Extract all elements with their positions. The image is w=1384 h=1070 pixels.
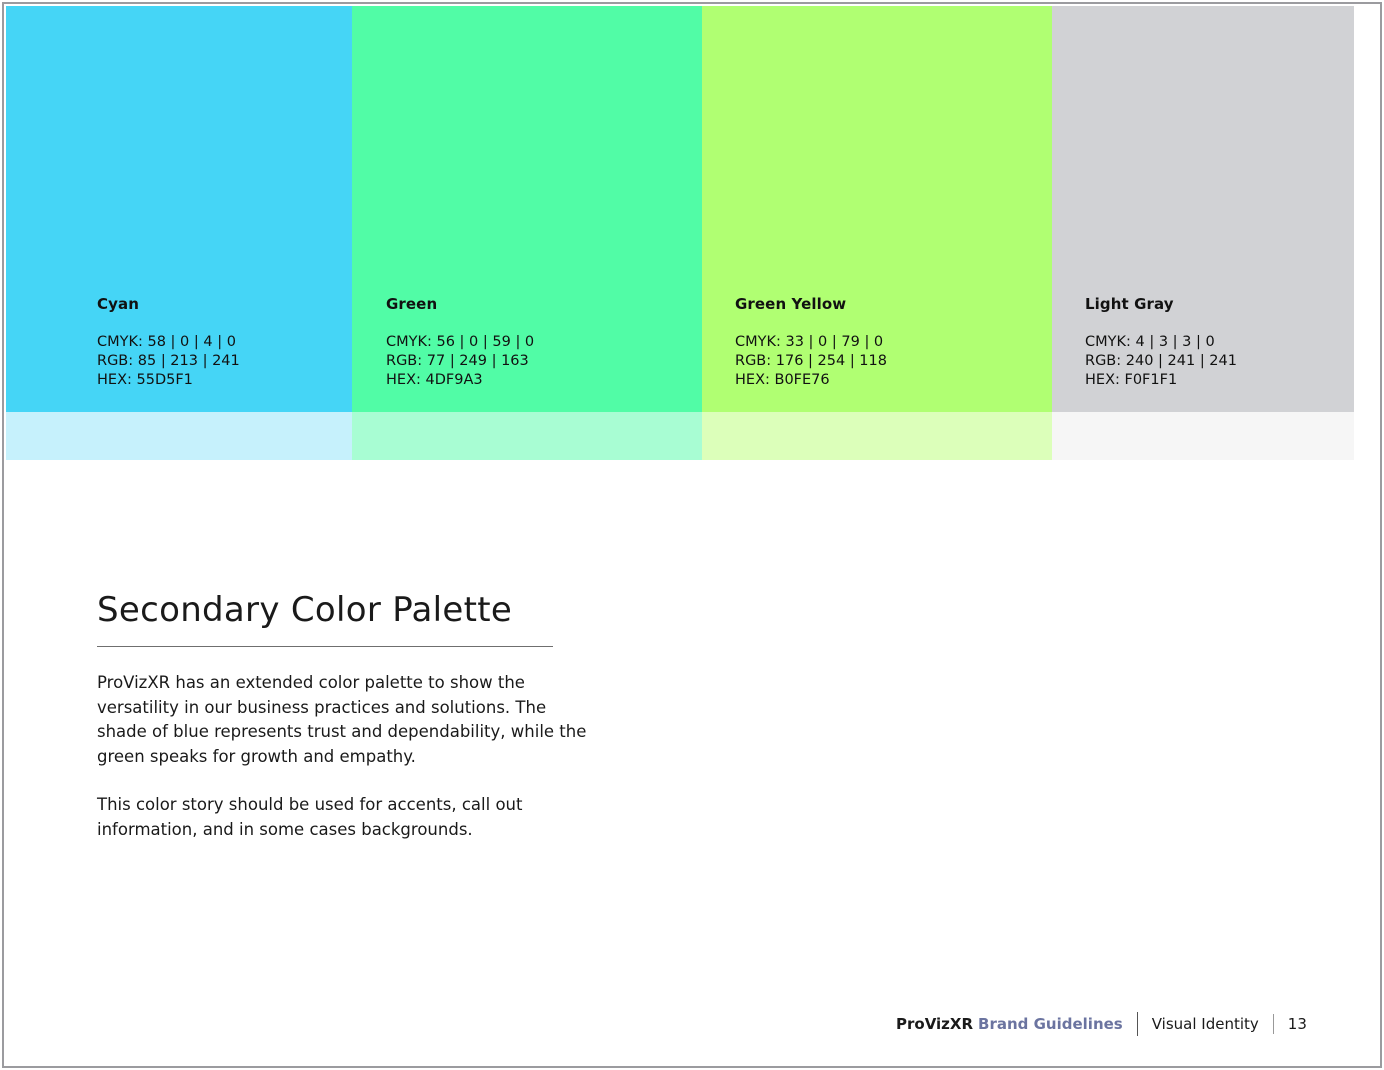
- swatch-specs: [386, 333, 534, 390]
- page-number: 13: [1287, 1015, 1307, 1033]
- swatch-rgb: RGB: 240 | 241 | 241: [1085, 353, 1237, 369]
- swatch-green: [352, 6, 702, 460]
- swatch-name: Cyan: [97, 295, 139, 313]
- swatch-green-tint: [352, 412, 702, 460]
- footer-brand: ProVizXR: [896, 1015, 974, 1033]
- swatch-rgb: RGB: 85 | 213 | 241: [97, 353, 240, 369]
- swatch-hex: HEX: B0FE76: [735, 372, 830, 388]
- body-text: [97, 671, 587, 866]
- swatch-cmyk: CMYK: 4 | 3 | 3 | 0: [1085, 334, 1215, 350]
- swatch-hex: HEX: F0F1F1: [1085, 372, 1178, 388]
- swatch-cyan: [6, 6, 352, 460]
- swatch-rgb: RGB: 77 | 249 | 163: [386, 353, 529, 369]
- page-title: Secondary Color Palette: [97, 590, 513, 630]
- swatch-cyan-tint: [6, 412, 352, 460]
- brand-guidelines-page: [2, 2, 1382, 1068]
- swatch-specs: [735, 333, 887, 390]
- swatch-specs: [1085, 333, 1237, 390]
- color-swatches: [6, 6, 1354, 460]
- swatch-green-yellow-tint: [702, 412, 1052, 460]
- swatch-name: Green: [386, 295, 438, 313]
- title-divider: [97, 646, 553, 647]
- swatch-name: Light Gray: [1085, 295, 1174, 313]
- swatch-hex: HEX: 55D5F1: [97, 372, 193, 388]
- paragraph: ProVizXR has an extended color palette to show the versatility in our business practices and solutions. The shade of blue represents trust and dependability, while the green speaks for growth and empathy.: [97, 673, 587, 766]
- footer-divider: [1137, 1012, 1138, 1036]
- swatch-specs: [97, 333, 240, 390]
- swatch-rgb: RGB: 176 | 254 | 118: [735, 353, 887, 369]
- swatch-name: Green Yellow: [735, 295, 847, 313]
- swatch-light-gray: [1052, 6, 1354, 460]
- footer-divider: [1273, 1014, 1274, 1034]
- swatch-green-yellow: [702, 6, 1052, 460]
- page-footer: [896, 1012, 1307, 1036]
- swatch-cmyk: CMYK: 58 | 0 | 4 | 0: [97, 334, 236, 350]
- swatch-cmyk: CMYK: 33 | 0 | 79 | 0: [735, 334, 884, 350]
- paragraph: This color story should be used for accents, call out information, and in some cases backgrounds.: [97, 795, 523, 839]
- swatch-cmyk: CMYK: 56 | 0 | 59 | 0: [386, 334, 535, 350]
- swatch-hex: HEX: 4DF9A3: [386, 372, 483, 388]
- footer-guidelines: Brand Guidelines: [978, 1015, 1123, 1033]
- footer-section: Visual Identity: [1151, 1015, 1259, 1033]
- swatch-light-gray-tint: [1052, 412, 1354, 460]
